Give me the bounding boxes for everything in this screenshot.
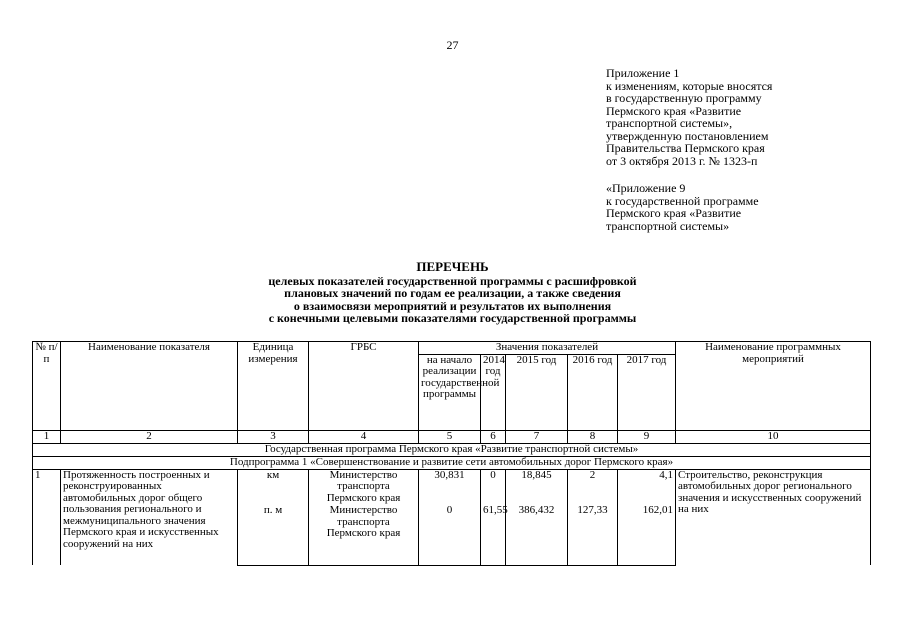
item-2016: 2	[568, 469, 618, 505]
col-number: 9	[618, 430, 676, 443]
item-unit: км	[238, 469, 309, 505]
col-number: 6	[481, 430, 506, 443]
subprogram-row	[33, 456, 871, 469]
document-title: ПЕРЕЧЕНЬ	[416, 259, 489, 274]
header-measures: Наименование программных мероприятий	[676, 342, 871, 431]
subprogram-title: Подпрограмма 1 «Совершенствование и развитие сети автомобильных дорог Пермского края»	[33, 456, 871, 469]
appendix-9-line: транспортной системы»	[606, 218, 730, 233]
item-2016: 127,33	[568, 505, 618, 565]
header-unit: Единица измерения	[238, 342, 309, 431]
header-2017: 2017 год	[618, 354, 676, 430]
subtitle-line: с конечными целевыми показателями государственной программы	[268, 310, 637, 325]
indicators-table	[32, 341, 871, 566]
program-title: Государственная программа Пермского края «Развитие транспортной системы»	[33, 443, 871, 456]
item-grbs: Министерство транспорта Пермского края	[309, 505, 419, 565]
header-grbs: ГРБС	[309, 342, 419, 431]
appendix-1-line: Пермского края «Развитие	[606, 103, 742, 118]
appendix-9-line: к государственной программе	[606, 193, 759, 208]
col-number: 1	[33, 430, 61, 443]
item-num: 1	[33, 469, 61, 565]
item-unit: п. м	[238, 505, 309, 565]
appendix-9-line: Пермского края «Развитие	[606, 206, 742, 220]
page-number: 27	[446, 38, 459, 52]
col-number: 5	[419, 430, 481, 443]
item-2017: 4,1	[618, 469, 676, 505]
header-num: № п/п	[33, 342, 61, 431]
col-number: 3	[238, 430, 309, 443]
appendix-9-block	[606, 182, 759, 232]
appendix-1-line: в государственную программу	[606, 91, 762, 105]
table-row	[33, 469, 871, 505]
item-start: 0	[419, 505, 481, 565]
appendix-1-line: утвержденную постановлением	[606, 128, 769, 143]
header-2015: 2015 год	[506, 354, 568, 430]
col-number: 4	[309, 430, 419, 443]
col-number: 2	[61, 430, 238, 443]
subtitle-line: целевых показателей государственной программы с расшифровкой	[268, 274, 637, 288]
subtitle-line: плановых значений по годам ее реализации, а также сведения	[284, 286, 621, 301]
subtitle-line: о взаимосвязи мероприятий и результатов их выполнения	[293, 298, 612, 313]
item-measure: Строительство, реконструкция автомобильных дорог регионального значения и искусственных сооружений на них	[676, 469, 871, 565]
appendix-1-line: Правительства Пермского края	[606, 141, 765, 155]
column-numbers-row	[33, 430, 871, 443]
header-values-group: Значения показателей	[419, 342, 676, 355]
col-number: 10	[676, 430, 871, 443]
header-start: на начало реализации государственной программы	[419, 354, 481, 430]
document-subtitle	[0, 275, 905, 324]
appendix-1-line: от 3 октября 2013 г. № 1323-п	[606, 153, 758, 168]
program-row	[33, 443, 871, 456]
header-2014: 2014 год	[481, 354, 506, 430]
col-number: 7	[506, 430, 568, 443]
item-2014: 0	[481, 469, 506, 505]
item-2015: 386,432	[506, 505, 568, 565]
appendix-1-block	[606, 67, 772, 167]
item-2014: 61,55	[481, 505, 506, 565]
appendix-1-line: Приложение 1	[606, 66, 680, 80]
item-start: 30,831	[419, 469, 481, 505]
appendix-1-line: транспортной системы»,	[606, 116, 733, 130]
header-row	[33, 342, 871, 355]
item-2015: 18,845	[506, 469, 568, 505]
col-number: 8	[568, 430, 618, 443]
appendix-9-line: «Приложение 9	[606, 181, 686, 195]
appendix-1-line: к изменениям, которые вносятся	[606, 78, 773, 93]
item-2017: 162,01	[618, 505, 676, 565]
item-grbs: Министерство транспорта Пермского края	[309, 469, 419, 505]
header-name: Наименование показателя	[61, 342, 238, 431]
item-name: Протяженность построенных и реконструированных автомобильных дорог общего пользования регионального и межмуниципального значения Пермского края и искусственных сооружений на них	[61, 469, 238, 565]
header-2016: 2016 год	[568, 354, 618, 430]
